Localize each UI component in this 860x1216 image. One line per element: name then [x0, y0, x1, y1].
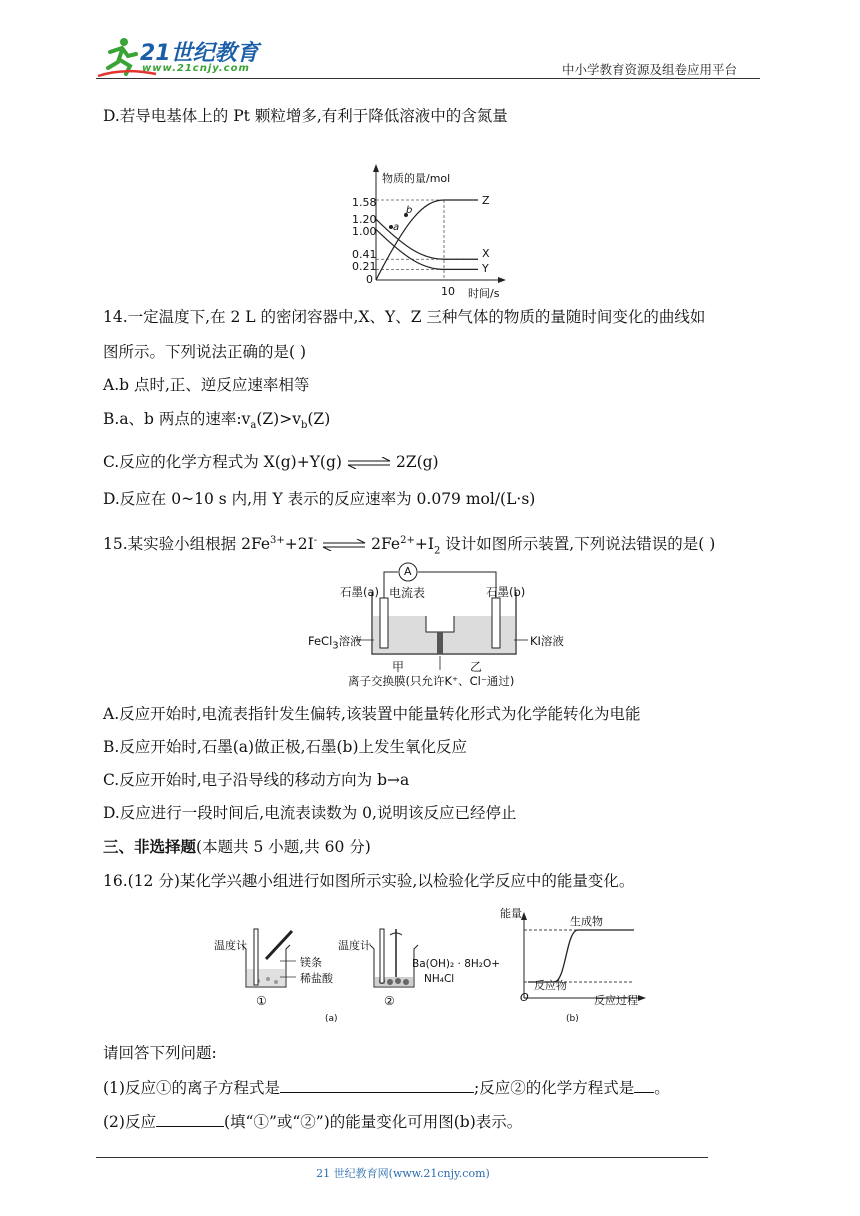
q14-option-c: C.反应的化学方程式为 X(g)+Y(g) 2Z(g) — [103, 453, 439, 471]
thermometer-2 — [380, 929, 384, 983]
left-cell-label: 甲 — [392, 660, 405, 674]
q16-stem: 16.(12 分)某化学兴趣小组进行如图所示实验,以检验化学反应中的能量变化。 — [103, 872, 635, 890]
chart-xlabel: 时间/s — [468, 287, 500, 300]
y-axis-arrow — [373, 164, 379, 172]
graphite-electrode-b — [492, 598, 500, 648]
thermometer-label-1: 温度计 — [214, 939, 247, 952]
left-solution-label: FeCl$_3$溶液 — [308, 634, 362, 652]
x-axis-arrow — [498, 277, 506, 283]
footer-divider — [96, 1157, 708, 1158]
equilibrium-arrow-icon — [321, 539, 367, 551]
answer-blank-3[interactable] — [156, 1110, 224, 1127]
series-label-z: Z — [482, 194, 490, 207]
logo-url: www.21cnjy.com — [142, 63, 250, 74]
graphite-electrode-a — [380, 598, 388, 648]
thermometer-1 — [254, 929, 258, 985]
tick-y-0: 0 — [366, 273, 373, 286]
mg-strip-label: 镁条 — [300, 956, 322, 969]
dilute-hcl-label: 稀盐酸 — [300, 972, 333, 985]
product-label: 生成物 — [570, 915, 603, 928]
q14-option-a: A.b 点时,正、逆反应速率相等 — [103, 376, 310, 394]
point-label-b: b — [406, 205, 413, 216]
q14-option-d: D.反应在 0~10 s 内,用 Y 表示的反应速率为 0.079 mol/(L·s) — [103, 490, 536, 508]
logo-text: 21世纪教育 — [140, 41, 259, 66]
ion-exchange-membrane — [437, 632, 443, 654]
thermometer-label-2: 温度计 — [338, 939, 371, 952]
q15-option-b: B.反应开始时,石墨(a)做正极,石墨(b)上发生氧化反应 — [103, 738, 468, 756]
section-title: 三、非选择题 — [103, 837, 197, 856]
q15-option-a: A.反应开始时,电流表指针发生偏转,该装置中能量转化形式为化学能转化为电能 — [103, 705, 641, 723]
answer-blank-1[interactable] — [280, 1076, 474, 1093]
q15-option-c: C.反应开始时,电子沿导线的移动方向为 b→a — [103, 771, 410, 789]
experiment-1-number: ① — [256, 994, 267, 1008]
chart-ylabel: 物质的量/mol — [382, 172, 451, 185]
series-label-y: Y — [482, 262, 489, 275]
figure-a-caption: (a) — [325, 1014, 338, 1024]
tick-y-1-58: 1.58 — [352, 196, 377, 209]
q16-part-2: (2)反应 (填“①”或“②”)的能量变化可用图(b)表示。 — [103, 1110, 522, 1133]
mg-strip — [266, 931, 292, 959]
q15-stem: 15.某实验小组根据 $2Fe^{3+}+2I^-$ $2Fe^{2+}+I_2$ 设计如图所示装置,下列说法错误的是( ) — [103, 535, 716, 557]
tick-y-0-41: 0.41 — [352, 248, 377, 261]
q14-stem-line-2: 图所示。下列说法正确的是( ) — [103, 343, 307, 361]
energy-ylabel: 能量 — [500, 907, 522, 920]
reagent-label-line-1: Ba(OH)₂ · 8H₂O+ — [412, 958, 501, 970]
experiment-2-number: ② — [384, 994, 395, 1008]
q16-prompt: 请回答下列问题: — [103, 1044, 217, 1062]
left-electrode-label: 石墨(a) — [340, 585, 380, 599]
q16-part-1: (1)反应①的离子方程式是 ;反应②的化学方程式是 。 — [103, 1076, 670, 1099]
q15-option-d: D.反应进行一段时间后,电流表读数为 0,说明该反应已经停止 — [103, 804, 517, 822]
series-label-x: X — [482, 247, 490, 260]
right-solution-label: KI溶液 — [530, 634, 564, 648]
point-label-a: a — [393, 222, 400, 233]
equilibrium-arrow-icon — [346, 457, 392, 469]
series-line-y — [376, 229, 478, 269]
right-electrode-label: 石墨(b) — [486, 585, 526, 599]
q13-option-d: D.若导电基体上的 Pt 颗粒增多,有利于降低溶液中的含氮量 — [103, 107, 508, 125]
header-right-text: 中小学教育资源及组卷应用平台 — [562, 62, 738, 77]
answer-blank-2[interactable] — [634, 1076, 654, 1093]
membrane-label: 离子交换膜(只允许K⁺、Cl⁻通过) — [348, 674, 515, 688]
footer-text: 21 世纪教育网(www.21cnjy.com) — [316, 1167, 490, 1180]
q14-stem-line-1: 14.一定温度下,在 2 L 的密闭容器中,X、Y、Z 三种气体的物质的量随时间变化的曲线如 — [103, 308, 706, 326]
energy-curve — [528, 930, 634, 982]
section-note: (本题共 5 小题,共 60 分) — [196, 838, 371, 856]
tick-y-1-00: 1.00 — [352, 225, 377, 238]
q14-option-b: B.a、b 两点的速率$:v_a(Z)>v_b(Z)$ — [103, 410, 331, 432]
tick-y-0-21: 0.21 — [352, 260, 377, 273]
ammeter-symbol: A — [404, 565, 412, 578]
right-cell-label: 乙 — [470, 660, 483, 674]
series-line-z — [376, 200, 478, 280]
origin-label: O — [520, 991, 529, 1004]
header-divider — [96, 78, 760, 79]
figure-b-caption: (b) — [566, 1014, 579, 1024]
reagent-label-line-2: NH₄Cl — [424, 973, 455, 985]
reactant-label: 反应物 — [534, 979, 567, 992]
ammeter-label: 电流表 — [389, 586, 426, 600]
tick-y-1-20: 1.20 — [352, 213, 377, 226]
tick-x-10: 10 — [441, 285, 455, 298]
section-3-heading — [103, 836, 371, 858]
process-xlabel: 反应过程 — [594, 994, 638, 1007]
